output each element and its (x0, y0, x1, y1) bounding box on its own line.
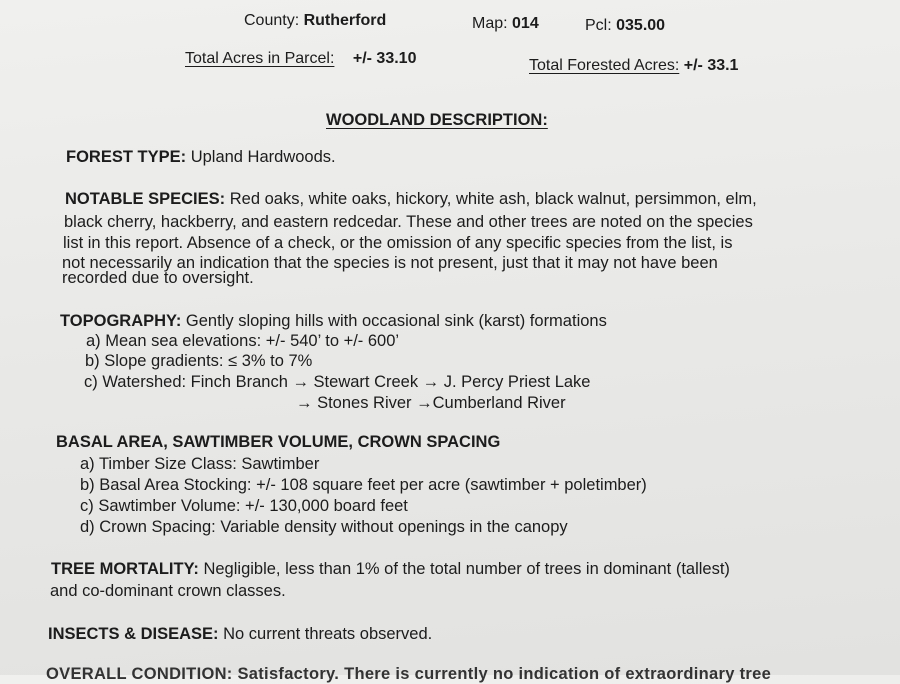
notable-species-line-4: not necessarily an indication that the species is not present, just that it may not have been (62, 254, 718, 272)
forested-acres-value: +/- 33.1 (683, 57, 739, 74)
notable-species-line-1: NOTABLE SPECIES: Red oaks, white oaks, hickory, white ash, black walnut, persimmon, elm, (65, 190, 757, 208)
forested-acres-field (529, 56, 738, 76)
topography-label: TOPOGRAPHY: (60, 312, 182, 330)
topography-item-a: a) Mean sea elevations: +/- 540’ to +/- 600’ (86, 332, 400, 350)
pcl-value: 035.00 (616, 17, 666, 34)
basal-area-item-d: d) Crown Spacing: Variable density without openings in the canopy (80, 518, 568, 536)
basal-area-item-b: b) Basal Area Stocking: +/- 108 square feet per acre (sawtimber + poletimber) (80, 476, 647, 494)
basal-area-item-c: c) Sawtimber Volume: +/- 130,000 board feet (80, 497, 408, 515)
insects-disease-label: INSECTS & DISEASE: (48, 625, 219, 643)
topography-item-c-continuation: → Stones River →Cumberland River (296, 394, 566, 412)
topography-line (60, 311, 607, 331)
county-label: County: (244, 12, 300, 29)
basal-area-heading: BASAL AREA, SAWTIMBER VOLUME, CROWN SPACING (56, 433, 501, 451)
total-acres-field (185, 49, 416, 69)
forest-type-label: FOREST TYPE: (66, 148, 187, 166)
map-value: 014 (512, 15, 539, 32)
pcl-field (585, 16, 665, 36)
tree-mortality-line-1: TREE MORTALITY: Negligible, less than 1% of the total number of trees in dominant (tallest) (51, 560, 730, 578)
insects-disease (48, 624, 432, 644)
county-field (244, 11, 386, 31)
insects-disease-value: No current threats observed. (223, 625, 433, 643)
topography-item-c: c) Watershed: Finch Branch → Stewart Creek → J. Percy Priest Lake (84, 373, 591, 391)
tree-mortality-line-2: and co-dominant crown classes. (50, 582, 286, 600)
forest-type (66, 147, 336, 167)
notable-species-line-5: recorded due to oversight. (62, 269, 254, 287)
notable-species-line-3: list in this report. Absence of a check, or the omission of any specific species from the list, is (63, 234, 733, 252)
tree-mortality-label: TREE MORTALITY: (51, 560, 199, 578)
total-acres-value: +/- 33.10 (352, 50, 417, 67)
total-acres-label: Total Acres in Parcel: (185, 50, 335, 67)
map-label: Map: (472, 15, 508, 32)
pcl-label: Pcl: (585, 17, 612, 34)
topography-item-b: b) Slope gradients: ≤ 3% to 7% (85, 352, 313, 370)
forested-acres-label: Total Forested Acres: (529, 57, 680, 74)
map-field (472, 14, 539, 34)
basal-area-item-a: a) Timber Size Class: Sawtimber (80, 455, 320, 473)
forest-type-value: Upland Hardwoods. (190, 148, 336, 166)
overall-condition-partial: OVERALL CONDITION: Satisfactory. There is currently no indication of extraordinary tree (46, 665, 772, 683)
notable-species-label: NOTABLE SPECIES: (65, 190, 226, 208)
county-value: Rutherford (303, 12, 387, 29)
section-title: WOODLAND DESCRIPTION: (326, 111, 548, 129)
notable-species-line-2: black cherry, hackberry, and eastern redcedar. These and other trees are noted on the species (64, 213, 753, 231)
topography-value: Gently sloping hills with occasional sink (karst) formations (185, 312, 607, 330)
